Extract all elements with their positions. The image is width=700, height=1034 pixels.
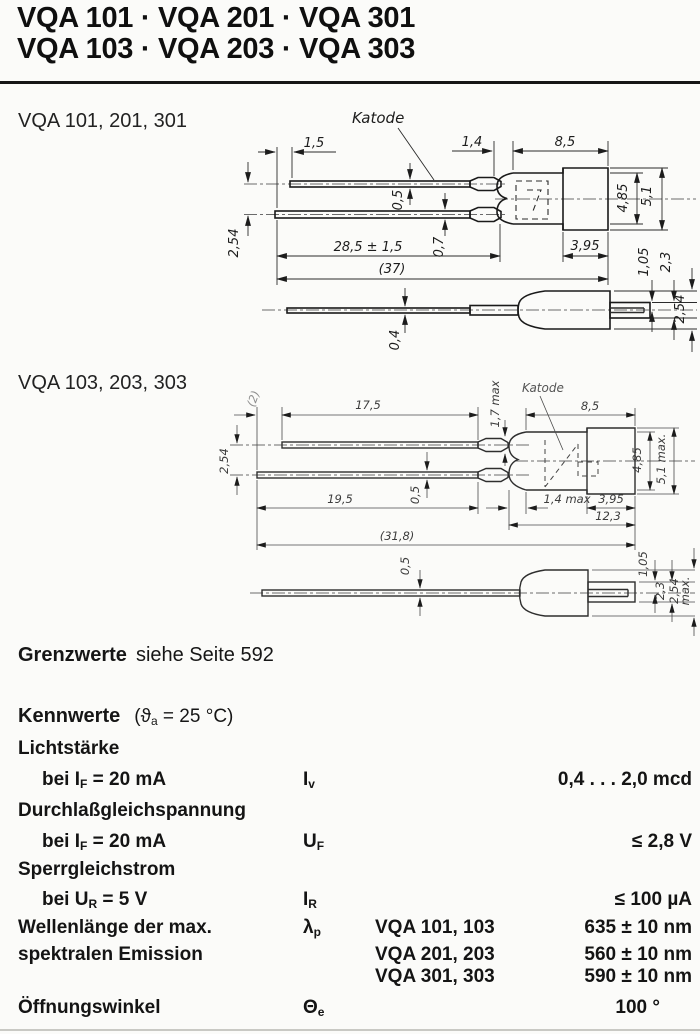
dim-label: 0,5 bbox=[408, 485, 422, 505]
param-label: spektralen Emission bbox=[18, 944, 203, 965]
param-label: Lichtstärke bbox=[18, 738, 120, 759]
table-row bbox=[0, 966, 700, 992]
table-row bbox=[0, 997, 700, 1023]
dim-label: 4,85 bbox=[616, 183, 631, 213]
variant-name: VQA 201, 203 bbox=[375, 944, 495, 965]
drawing2-label: VQA 103, 203, 303 bbox=[18, 372, 188, 394]
param-symbol: $\Theta_e$ bbox=[303, 997, 325, 1019]
lead-side bbox=[287, 308, 470, 313]
param-condition: bei $U_R = 5$ V bbox=[42, 889, 148, 911]
dim-label: 1,7 max bbox=[488, 380, 502, 428]
param-value: 0,4 . . . 2,0 mcd bbox=[557, 769, 692, 790]
dim-label: 2,3 bbox=[659, 251, 674, 273]
drawing1-side-view bbox=[262, 248, 697, 352]
dim-label: 8,5 bbox=[580, 399, 600, 413]
dim-label: 8,5 bbox=[554, 135, 576, 150]
param-condition: bei $I_F = 20$ mA bbox=[42, 831, 167, 853]
dim-label: 17,5 bbox=[355, 398, 381, 412]
table-row bbox=[0, 917, 700, 943]
param-condition: bei $I_F = 20$ mA bbox=[42, 769, 167, 791]
dim-label: 2,54 bbox=[673, 294, 688, 324]
dim-label: (2) bbox=[243, 388, 263, 409]
drawing1-front-view bbox=[227, 109, 696, 285]
dim-label: 1,05 bbox=[637, 247, 652, 277]
bottom-rule bbox=[0, 1029, 700, 1031]
param-value: 100 ° bbox=[615, 997, 660, 1018]
katode-label: Katode bbox=[522, 381, 564, 395]
dim-label: 28,5 ± 1,5 bbox=[333, 240, 403, 255]
param-label: Sperrgleichstrom bbox=[18, 859, 176, 880]
dim-label: 2,54 bbox=[217, 448, 231, 474]
dim-label: 2,54 bbox=[227, 228, 242, 258]
drawing2-front-view bbox=[217, 380, 695, 550]
katode-label: Katode bbox=[352, 109, 405, 127]
param-symbol: $U_F$ bbox=[303, 831, 325, 853]
grenzwerte-rest: siehe Seite 592 bbox=[135, 644, 274, 666]
grenzwerte-label: Grenzwerte bbox=[18, 644, 127, 666]
table-row bbox=[0, 859, 700, 885]
variant-name: VQA 101, 103 bbox=[375, 917, 495, 938]
kennwerte-heading: Kennwerte ($ϑ_a = 25$ °C) bbox=[18, 705, 234, 728]
dim-label: 2,54 bbox=[667, 578, 681, 604]
dim-label: 0,5 bbox=[391, 189, 406, 211]
table-row bbox=[0, 831, 700, 857]
param-value: ≤ 2,8 V bbox=[631, 831, 692, 852]
dim-label: 1,5 bbox=[303, 136, 325, 151]
dim-label: (37) bbox=[378, 262, 406, 277]
param-symbol: $I_R$ bbox=[303, 889, 317, 911]
dim-label: 5,1 bbox=[640, 185, 655, 207]
table-row bbox=[0, 800, 700, 826]
param-value: ≤ 100 µA bbox=[614, 889, 692, 910]
dim-label: 3,95 bbox=[570, 239, 600, 254]
table-row bbox=[0, 769, 700, 795]
title-line-2: VQA 103 · VQA 203 · VQA 303 bbox=[17, 33, 416, 65]
dim-label: 3,95 bbox=[598, 492, 624, 506]
dim-label: 1,4 max bbox=[543, 492, 591, 506]
dim-label: 0,5 bbox=[398, 556, 412, 576]
title-line-1: VQA 101 · VQA 201 · VQA 301 bbox=[17, 2, 416, 34]
param-symbol: $\lambda_p$ bbox=[303, 917, 321, 939]
dim-label: (31,8) bbox=[379, 529, 415, 543]
param-label: Wellenlänge der max. bbox=[18, 917, 212, 938]
grenzwerte-line bbox=[18, 644, 274, 667]
variant-name: VQA 301, 303 bbox=[375, 966, 495, 987]
dim-label: 12,3 bbox=[595, 509, 621, 523]
dim-label: 2,3 bbox=[653, 581, 667, 601]
param-label: Öffnungswinkel bbox=[18, 997, 161, 1018]
dim-label: 1,05 bbox=[636, 551, 650, 577]
dim-label: 19,5 bbox=[327, 492, 353, 506]
dim-label: 1,4 bbox=[461, 135, 483, 150]
param-label: Durchlaßgleichspannung bbox=[18, 800, 247, 821]
kennwerte-condition: ($ϑ_a = 25$ °C) bbox=[134, 706, 234, 728]
drawing2-side-view bbox=[250, 548, 695, 636]
dim-label: 0,4 bbox=[388, 329, 403, 351]
param-value: 635 ± 10 nm bbox=[584, 917, 692, 938]
param-value: 560 ± 10 nm bbox=[584, 944, 692, 965]
param-symbol: $I_v$ bbox=[303, 769, 315, 791]
param-value: 590 ± 10 nm bbox=[584, 966, 692, 987]
dim-label: 4,85 bbox=[630, 447, 644, 473]
table-row bbox=[0, 889, 700, 915]
dim-label: max. bbox=[678, 576, 692, 606]
dim-label: 0,7 bbox=[432, 236, 447, 258]
dim-label: 5,1 max. bbox=[654, 433, 668, 485]
table-row bbox=[0, 738, 700, 764]
drawing1-label: VQA 101, 201, 301 bbox=[18, 110, 188, 132]
